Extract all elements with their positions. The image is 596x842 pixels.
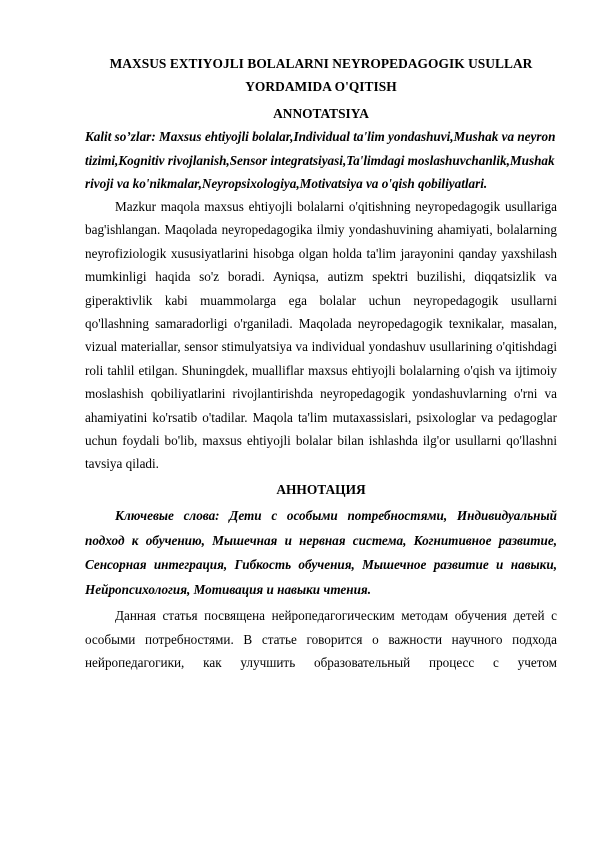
annotation-heading-uz: ANNOTATSIYA [273,106,369,121]
annotation-heading-ru: АННОТАЦИЯ [276,481,366,497]
keywords-ru: Ключевые слова: Дети с особыми потребностями, Индивидуальный подход к обучению, Мышечная и нервная система, Когнитивное развитие, Сенсорная интеграция, Гибкость обучения, Мышечное развитие и навыки, Нейропсихология, Мотивация и навыки чтения. [85,508,557,597]
keywords-uz: Kalit so’zlar: Maxsus ehtiyojli bolalar,Individual ta'lim yondashuvi,Mushak va neyron tizimi,Kognitiv rivojlanish,Sensor integratsiyasi,Ta'limdagi moslashuvchanlik,Mushak rivoji va ko'nikmalar,Neyropsixologiya,Motivatsiya va o'qish qobiliyatlari. [85,129,556,191]
document-page [85,52,557,675]
abstract-body-ru: Данная статья посвящена нейропедагогическим методам обучения детей с особыми потребностями. В статье говорится о важности научного подхода нейропедагогики, как улучшить образовательный процесс с учетом [85,608,557,671]
paper-title: MAXSUS EXTIYOJLI BOLALARNI NEYROPEDAGOGIK USULLAR YORDAMIDA O'QITISH [109,56,533,94]
abstract-body-uz: Mazkur maqola maxsus ehtiyojli bolalarni o'qitishning neyropedagogik usullariga bag'ishlangan. Maqolada neyropedagogika ilmiy yondashuvining ahamiyati, bolalarning neyrofiziologik xususiyatlarini hisobga olgan holda ta'lim jarayonini qanday yaxshilash mumkinligi haqida so'z boradi. Ayniqsa, autizm spektri buzilishi, diqqatsizlik va giperaktivlik kabi muammolarga ega bolalar uchun neyropedagogik usullarni qo'llashning samaradorligi o'rganiladi. Maqolada neyropedagogik texnikalar, masalan, vizual materiallar, sensor stimulyatsiya va individual yondashuv usullarining o'qitishdagi roli tahlil etilgan. Shuningdek, mualliflar maxsus ehtiyojli bolalarning o'qish va ijtimoiy moslashish qobiliyatlarini rivojlantirishda neyropedagogik yondashuvlarning o'rni va ahamiyatini ko'rsatib o'tadilar. Maqola ta'lim mutaxassislari, psixologlar va pedagoglar uchun foydali bo'lib, maxsus ehtiyojli bolalar bilan ishlashda ilg'or usullarni qo'llashni tavsiya qiladi. [85,199,557,472]
